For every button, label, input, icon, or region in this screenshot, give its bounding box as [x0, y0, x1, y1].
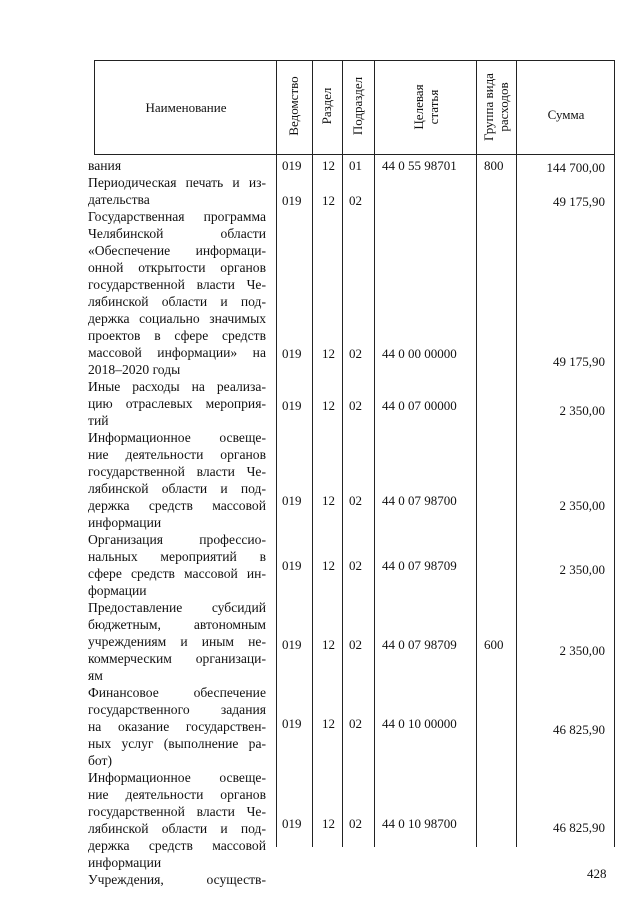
- table-right-border: [614, 60, 615, 847]
- cell-target: 44 0 07 98709: [382, 558, 457, 573]
- name-line: Государственная программа: [88, 209, 266, 224]
- col-divider-group: [516, 60, 517, 847]
- cell-razdel: 12: [322, 346, 335, 361]
- cell-sum: 46 825,90: [553, 820, 605, 835]
- col-divider-name: [276, 60, 277, 847]
- header-bottom-border: [94, 154, 615, 155]
- name-line: Учреждения, осуществ-: [88, 872, 266, 887]
- cell-vedomstvo: 019: [282, 558, 302, 573]
- cell-podrazdel: 02: [349, 637, 362, 652]
- header-sum: Сумма: [547, 107, 585, 122]
- cell-sum: 2 350,00: [559, 403, 605, 418]
- table-left-border: [94, 60, 95, 155]
- name-line: бюджетным, автономным: [88, 617, 266, 632]
- name-line: ние деятельности органов: [88, 447, 266, 462]
- name-line: цию отраслевых мероприя-: [88, 396, 266, 411]
- cell-sum: 2 350,00: [559, 643, 605, 658]
- header-target: [411, 67, 441, 147]
- name-line: лябинской области и под-: [88, 821, 266, 836]
- name-line: 2018–2020 годы: [88, 362, 181, 377]
- cell-vedomstvo: 019: [282, 716, 302, 731]
- cell-sum: 2 350,00: [559, 498, 605, 513]
- cell-target: 44 0 10 00000: [382, 716, 457, 731]
- cell-podrazdel: 02: [349, 558, 362, 573]
- header-group: [481, 67, 511, 147]
- name-line: информации: [88, 515, 162, 530]
- cell-razdel: 12: [322, 716, 335, 731]
- name-line: коммерческим организаци-: [88, 651, 266, 666]
- cell-podrazdel: 01: [349, 158, 362, 173]
- name-line: формации: [88, 583, 147, 598]
- header-target-line2: статья: [426, 89, 441, 125]
- cell-podrazdel: 02: [349, 816, 362, 831]
- cell-vedomstvo: 019: [282, 493, 302, 508]
- cell-podrazdel: 02: [349, 193, 362, 208]
- name-line: онной открытости органов: [88, 260, 266, 275]
- name-line: учреждениям и иным не-: [88, 634, 266, 649]
- col-divider-ved: [312, 60, 313, 847]
- cell-sum: 49 175,90: [553, 194, 605, 209]
- cell-podrazdel: 02: [349, 493, 362, 508]
- cell-vedomstvo: 019: [282, 398, 302, 413]
- cell-vedomstvo: 019: [282, 346, 302, 361]
- cell-group: 800: [484, 158, 504, 173]
- header-razdel: Раздел: [319, 87, 334, 125]
- name-line: ям: [88, 668, 103, 683]
- name-line: держка социально значимых: [88, 311, 266, 326]
- name-line: нальных мероприятий в: [88, 549, 266, 564]
- name-line: Организация профессио-: [88, 532, 266, 547]
- name-line: информации: [88, 855, 162, 870]
- name-line: бот): [88, 753, 113, 768]
- name-line: ние деятельности органов: [88, 787, 266, 802]
- header-vedomstvo: Ведомство: [286, 76, 301, 136]
- cell-sum: 49 175,90: [553, 354, 605, 369]
- name-line: Челябинской области: [88, 226, 266, 241]
- name-line: Предоставление субсидий: [88, 600, 266, 615]
- col-divider-target: [476, 60, 477, 847]
- cell-target: 44 0 07 00000: [382, 398, 457, 413]
- cell-podrazdel: 02: [349, 346, 362, 361]
- cell-group: 600: [484, 637, 504, 652]
- name-line: «Обеспечение информаци-: [88, 243, 266, 258]
- name-line: Иные расходы на реализа-: [88, 379, 266, 394]
- header-target-line1: Целевая: [411, 84, 426, 130]
- cell-vedomstvo: 019: [282, 158, 302, 173]
- name-line: массовой информации» на: [88, 345, 266, 360]
- cell-target: 44 0 07 98700: [382, 493, 457, 508]
- name-line: лябинской области и под-: [88, 294, 266, 309]
- header-name: Наименование: [145, 100, 227, 115]
- page-number: 428: [587, 866, 607, 881]
- name-line: вания: [88, 158, 122, 173]
- cell-razdel: 12: [322, 193, 335, 208]
- cell-sum: 2 350,00: [559, 562, 605, 577]
- name-line: государственного задания: [88, 702, 266, 717]
- cell-target: 44 0 55 98701: [382, 158, 457, 173]
- name-line: проектов в сфере средств: [88, 328, 266, 343]
- cell-vedomstvo: 019: [282, 816, 302, 831]
- name-line: сфере средств массовой ин-: [88, 566, 266, 581]
- name-line: Периодическая печать и из-: [88, 175, 266, 190]
- name-line: государственной власти Че-: [88, 277, 266, 292]
- cell-sum: 144 700,00: [546, 160, 605, 175]
- name-line: дательства: [88, 192, 150, 207]
- cell-razdel: 12: [322, 637, 335, 652]
- cell-sum: 46 825,90: [553, 722, 605, 737]
- header-group-line2: расходов: [496, 82, 511, 132]
- cell-podrazdel: 02: [349, 716, 362, 731]
- name-line: ных услуг (выполнение ра-: [88, 736, 266, 751]
- name-line: государственной власти Че-: [88, 804, 266, 819]
- col-divider-podrazdel: [374, 60, 375, 847]
- name-line: на оказание государствен-: [88, 719, 266, 734]
- cell-target: 44 0 00 00000: [382, 346, 457, 361]
- name-line: Информационное освеще-: [88, 770, 266, 785]
- table-top-border: [94, 60, 615, 61]
- header-group-line1: Группа вида: [481, 73, 496, 141]
- name-line: Финансовое обеспечение: [88, 685, 266, 700]
- cell-vedomstvo: 019: [282, 193, 302, 208]
- cell-target: 44 0 07 98709: [382, 637, 457, 652]
- cell-razdel: 12: [322, 816, 335, 831]
- cell-razdel: 12: [322, 493, 335, 508]
- name-line: Информационное освеще-: [88, 430, 266, 445]
- cell-razdel: 12: [322, 158, 335, 173]
- name-line: государственной власти Че-: [88, 464, 266, 479]
- cell-target: 44 0 10 98700: [382, 816, 457, 831]
- name-line: держка средств массовой: [88, 838, 266, 853]
- name-line: лябинской области и под-: [88, 481, 266, 496]
- cell-vedomstvo: 019: [282, 637, 302, 652]
- cell-podrazdel: 02: [349, 398, 362, 413]
- cell-razdel: 12: [322, 558, 335, 573]
- header-podrazdel: Подраздел: [350, 76, 365, 136]
- col-divider-razdel: [342, 60, 343, 847]
- name-line: тий: [88, 413, 109, 428]
- name-line: держка средств массовой: [88, 498, 266, 513]
- cell-razdel: 12: [322, 398, 335, 413]
